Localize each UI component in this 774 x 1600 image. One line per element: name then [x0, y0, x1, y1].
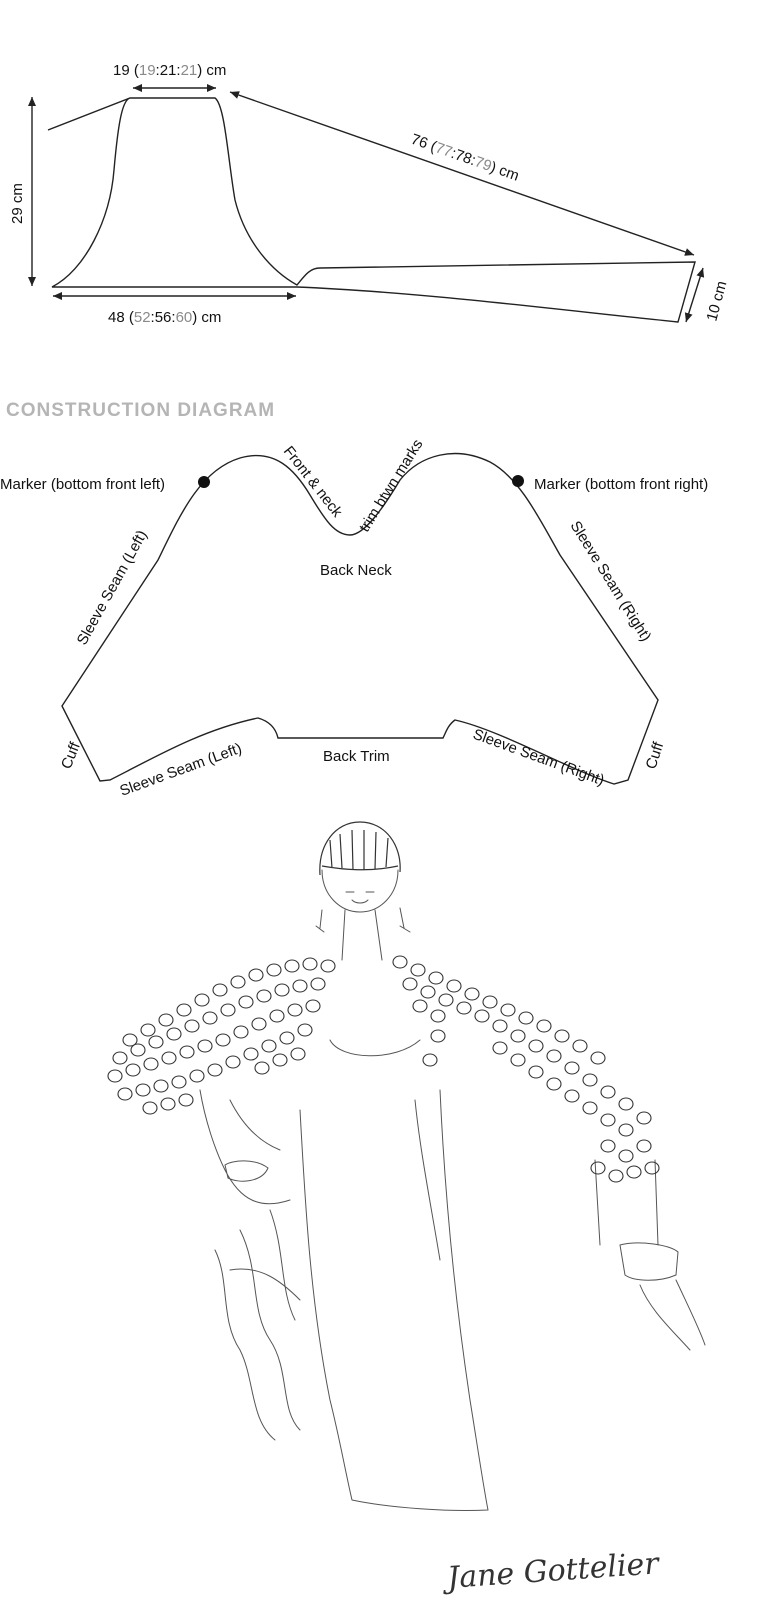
sleeve-length-label: 76 (77:78:79) cm	[408, 130, 522, 185]
front-neck-label: Front & neck	[279, 442, 346, 521]
bottom-width-label: 48 (52:56:60) cm	[108, 309, 222, 326]
figure-left-arm	[200, 1090, 290, 1204]
sleeve-seam-right-bottom-label: Sleeve Seam (Right)	[470, 725, 607, 790]
figure-face	[322, 870, 398, 912]
cuff-width-label: 10 cm	[703, 279, 731, 324]
artist-signature: Jane Gottelier	[446, 1546, 660, 1596]
marker-right-dot	[512, 475, 524, 487]
shrug-texture-right	[393, 956, 659, 1182]
sleeve-length-arrow	[230, 92, 694, 255]
height-label: 29 cm	[9, 183, 26, 224]
cuff-width-arrow	[686, 268, 703, 322]
garment-outline	[48, 98, 695, 322]
sleeve-seam-right-top-label: Sleeve Seam (Right)	[566, 518, 655, 645]
construction-title: CONSTRUCTION DIAGRAM	[6, 400, 276, 421]
construction-diagram	[0, 400, 708, 800]
top-width-label: 19 (19:21:21) cm	[113, 62, 227, 79]
figure-skirt-lines	[215, 1210, 300, 1440]
marker-left-dot	[198, 476, 210, 488]
sleeve-seam-left-bottom-label: Sleeve Seam (Left)	[117, 739, 245, 800]
construction-outline	[62, 454, 658, 784]
figure-right-arm	[595, 1160, 705, 1350]
back-trim-label: Back Trim	[323, 748, 390, 765]
fashion-illustration	[108, 822, 705, 1596]
shrug-texture-left	[108, 958, 335, 1114]
sleeve-seam-left-top-label: Sleeve Seam (Left)	[73, 527, 151, 648]
cuff-left-label: Cuff	[57, 739, 84, 772]
marker-left-label: Marker (bottom front left)	[0, 476, 166, 493]
trim-marks-label: trim btwn marks	[355, 436, 427, 536]
back-neck-label: Back Neck	[320, 562, 392, 579]
schematic	[9, 62, 730, 326]
cuff-right-label: Cuff	[642, 740, 668, 772]
marker-right-label: Marker (bottom front right)	[534, 476, 709, 493]
figure-hair	[320, 822, 400, 875]
figure-body	[300, 910, 488, 1511]
